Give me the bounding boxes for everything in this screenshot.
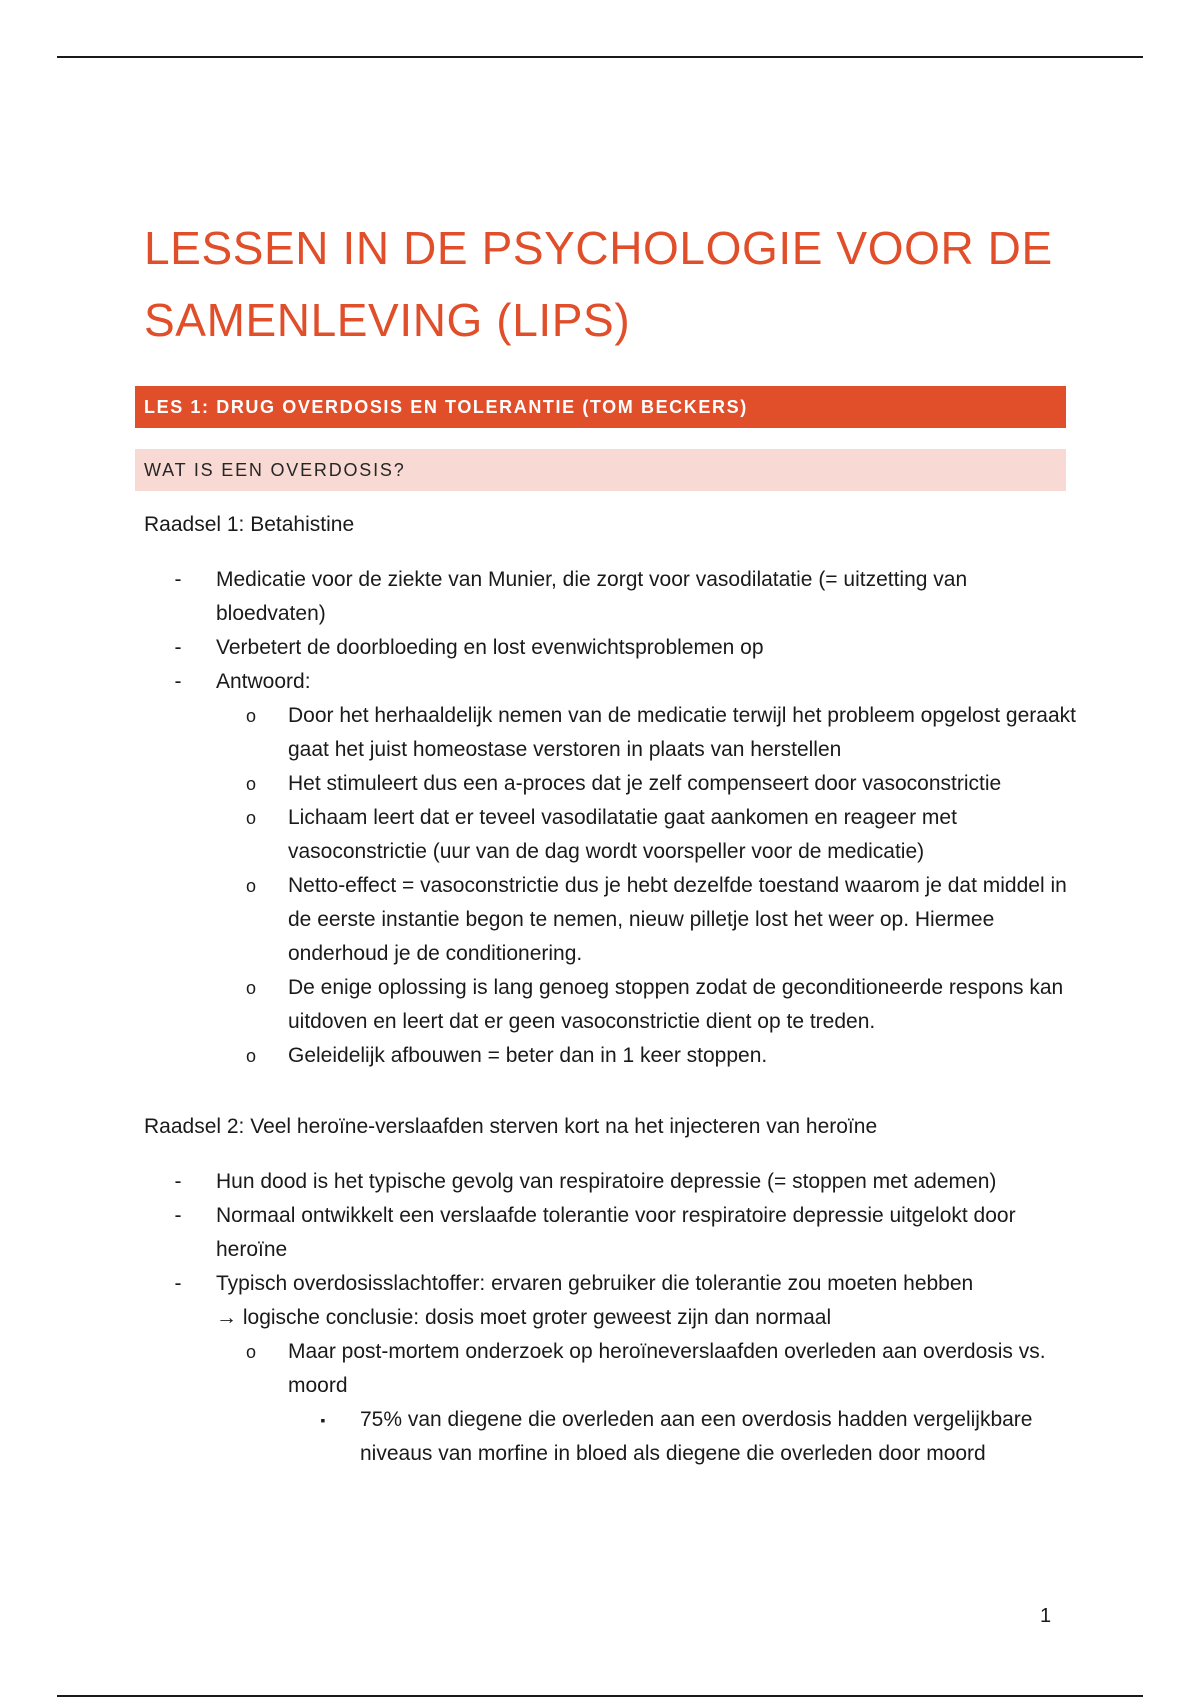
circle-marker: o — [245, 1342, 256, 1362]
dash-marker: - — [174, 1204, 182, 1227]
dash-marker: - — [174, 670, 182, 693]
list-item-text: Door het herhaaldelijk nemen van de medicatie terwijl het probleem opgelost geraakt gaat het juist homeostase verstoren in plaats van herstellen — [288, 704, 1076, 761]
list-item-text: Lichaam leert dat er teveel vasodilatatie gaat aankomen en reageer met vasoconstrictie (uur van de dag wordt voorspeller voor de medicatie) — [288, 806, 957, 863]
list-item-text: logische conclusie: dosis moet groter geweest zijn dan normaal — [242, 1306, 832, 1329]
list-item-text: Verbetert de doorbloeding en lost evenwichtsproblemen op — [216, 636, 764, 659]
list-item-text: Hun dood is het typische gevolg van respiratoire depressie (= stoppen met ademen) — [216, 1170, 997, 1193]
list-item — [144, 767, 1079, 801]
list-item-text: Typisch overdosisslachtoffer: ervaren gebruiker die tolerantie zou moeten hebben — [216, 1272, 974, 1295]
dash-marker: - — [174, 1272, 182, 1295]
circle-marker: o — [245, 1046, 256, 1066]
header-rule — [57, 56, 1143, 58]
list-item-text: Geleidelijk afbouwen = beter dan in 1 keer stoppen. — [288, 1044, 768, 1067]
list-item — [144, 801, 1079, 869]
dash-marker: - — [174, 1170, 182, 1193]
arrow-icon: → — [216, 1306, 237, 1329]
dash-marker: - — [174, 636, 182, 659]
list-item-text: Netto-effect = vasoconstrictie dus je hebt dezelfde toestand waarom je dat middel in de eerste instantie begon te nemen, nieuw pilletje lost het weer op. Hiermee onderhoud je de conditionering. — [288, 874, 1067, 965]
list-item-text: Het stimuleert dus een a-proces dat je zelf compenseert door vasoconstrictie — [288, 772, 1002, 795]
list-item — [144, 699, 1079, 767]
raadsel-1-bullet-list — [144, 563, 1079, 1073]
list-item — [144, 1335, 1079, 1403]
dash-marker: - — [174, 568, 182, 591]
heading-wat-is-een-overdosis: WAT IS EEN OVERDOSIS? — [135, 449, 1066, 491]
list-item — [144, 1403, 1079, 1471]
raadsel-2-heading: Raadsel 2: Veel heroïne-verslaafden sterven kort na het injecteren van heroïne — [144, 1115, 878, 1138]
list-item — [144, 563, 1079, 631]
list-item — [144, 971, 1079, 1039]
list-item — [144, 1039, 1079, 1073]
list-item-text: Normaal ontwikkelt een verslaafde tolerantie voor respiratoire depressie uitgelokt door heroïne — [216, 1204, 1016, 1261]
list-item — [144, 1165, 1079, 1199]
list-item — [144, 1199, 1079, 1267]
square-marker: ▪ — [320, 1412, 326, 1428]
circle-marker: o — [245, 978, 256, 998]
heading-les-1: LES 1: DRUG OVERDOSIS EN TOLERANTIE (TOM BECKERS) — [135, 386, 1066, 428]
circle-marker: o — [245, 876, 256, 896]
page-number: 1 — [1040, 1605, 1052, 1627]
list-item-text: Medicatie voor de ziekte van Munier, die zorgt voor vasodilatatie (= uitzetting van bloedvaten) — [216, 568, 968, 625]
circle-marker: o — [245, 808, 256, 828]
raadsel-2-bullet-list — [144, 1165, 1079, 1471]
document-title: LESSEN IN DE PSYCHOLOGIE VOOR DE SAMENLEVING (LIPS) — [144, 222, 1053, 346]
footer-rule — [57, 1695, 1143, 1697]
list-item-text: Antwoord: — [216, 670, 311, 693]
list-item-text: De enige oplossing is lang genoeg stoppen zodat de geconditioneerde respons kan uitdoven en leert dat er geen vasoconstrictie dient op te treden. — [288, 976, 1064, 1033]
circle-marker: o — [245, 774, 256, 794]
list-item — [144, 665, 1079, 699]
circle-marker: o — [245, 706, 256, 726]
list-item — [144, 869, 1079, 971]
list-item — [144, 1267, 1079, 1335]
raadsel-1-heading: Raadsel 1: Betahistine — [144, 513, 355, 536]
list-item — [144, 631, 1079, 665]
list-item-text: 75% van diegene die overleden aan een overdosis hadden vergelijkbare niveaus van morfine in bloed als diegene die overleden door moord — [360, 1408, 1033, 1465]
list-item-text: Maar post-mortem onderzoek op heroïneverslaafden overleden aan overdosis vs. moord — [288, 1340, 1046, 1397]
